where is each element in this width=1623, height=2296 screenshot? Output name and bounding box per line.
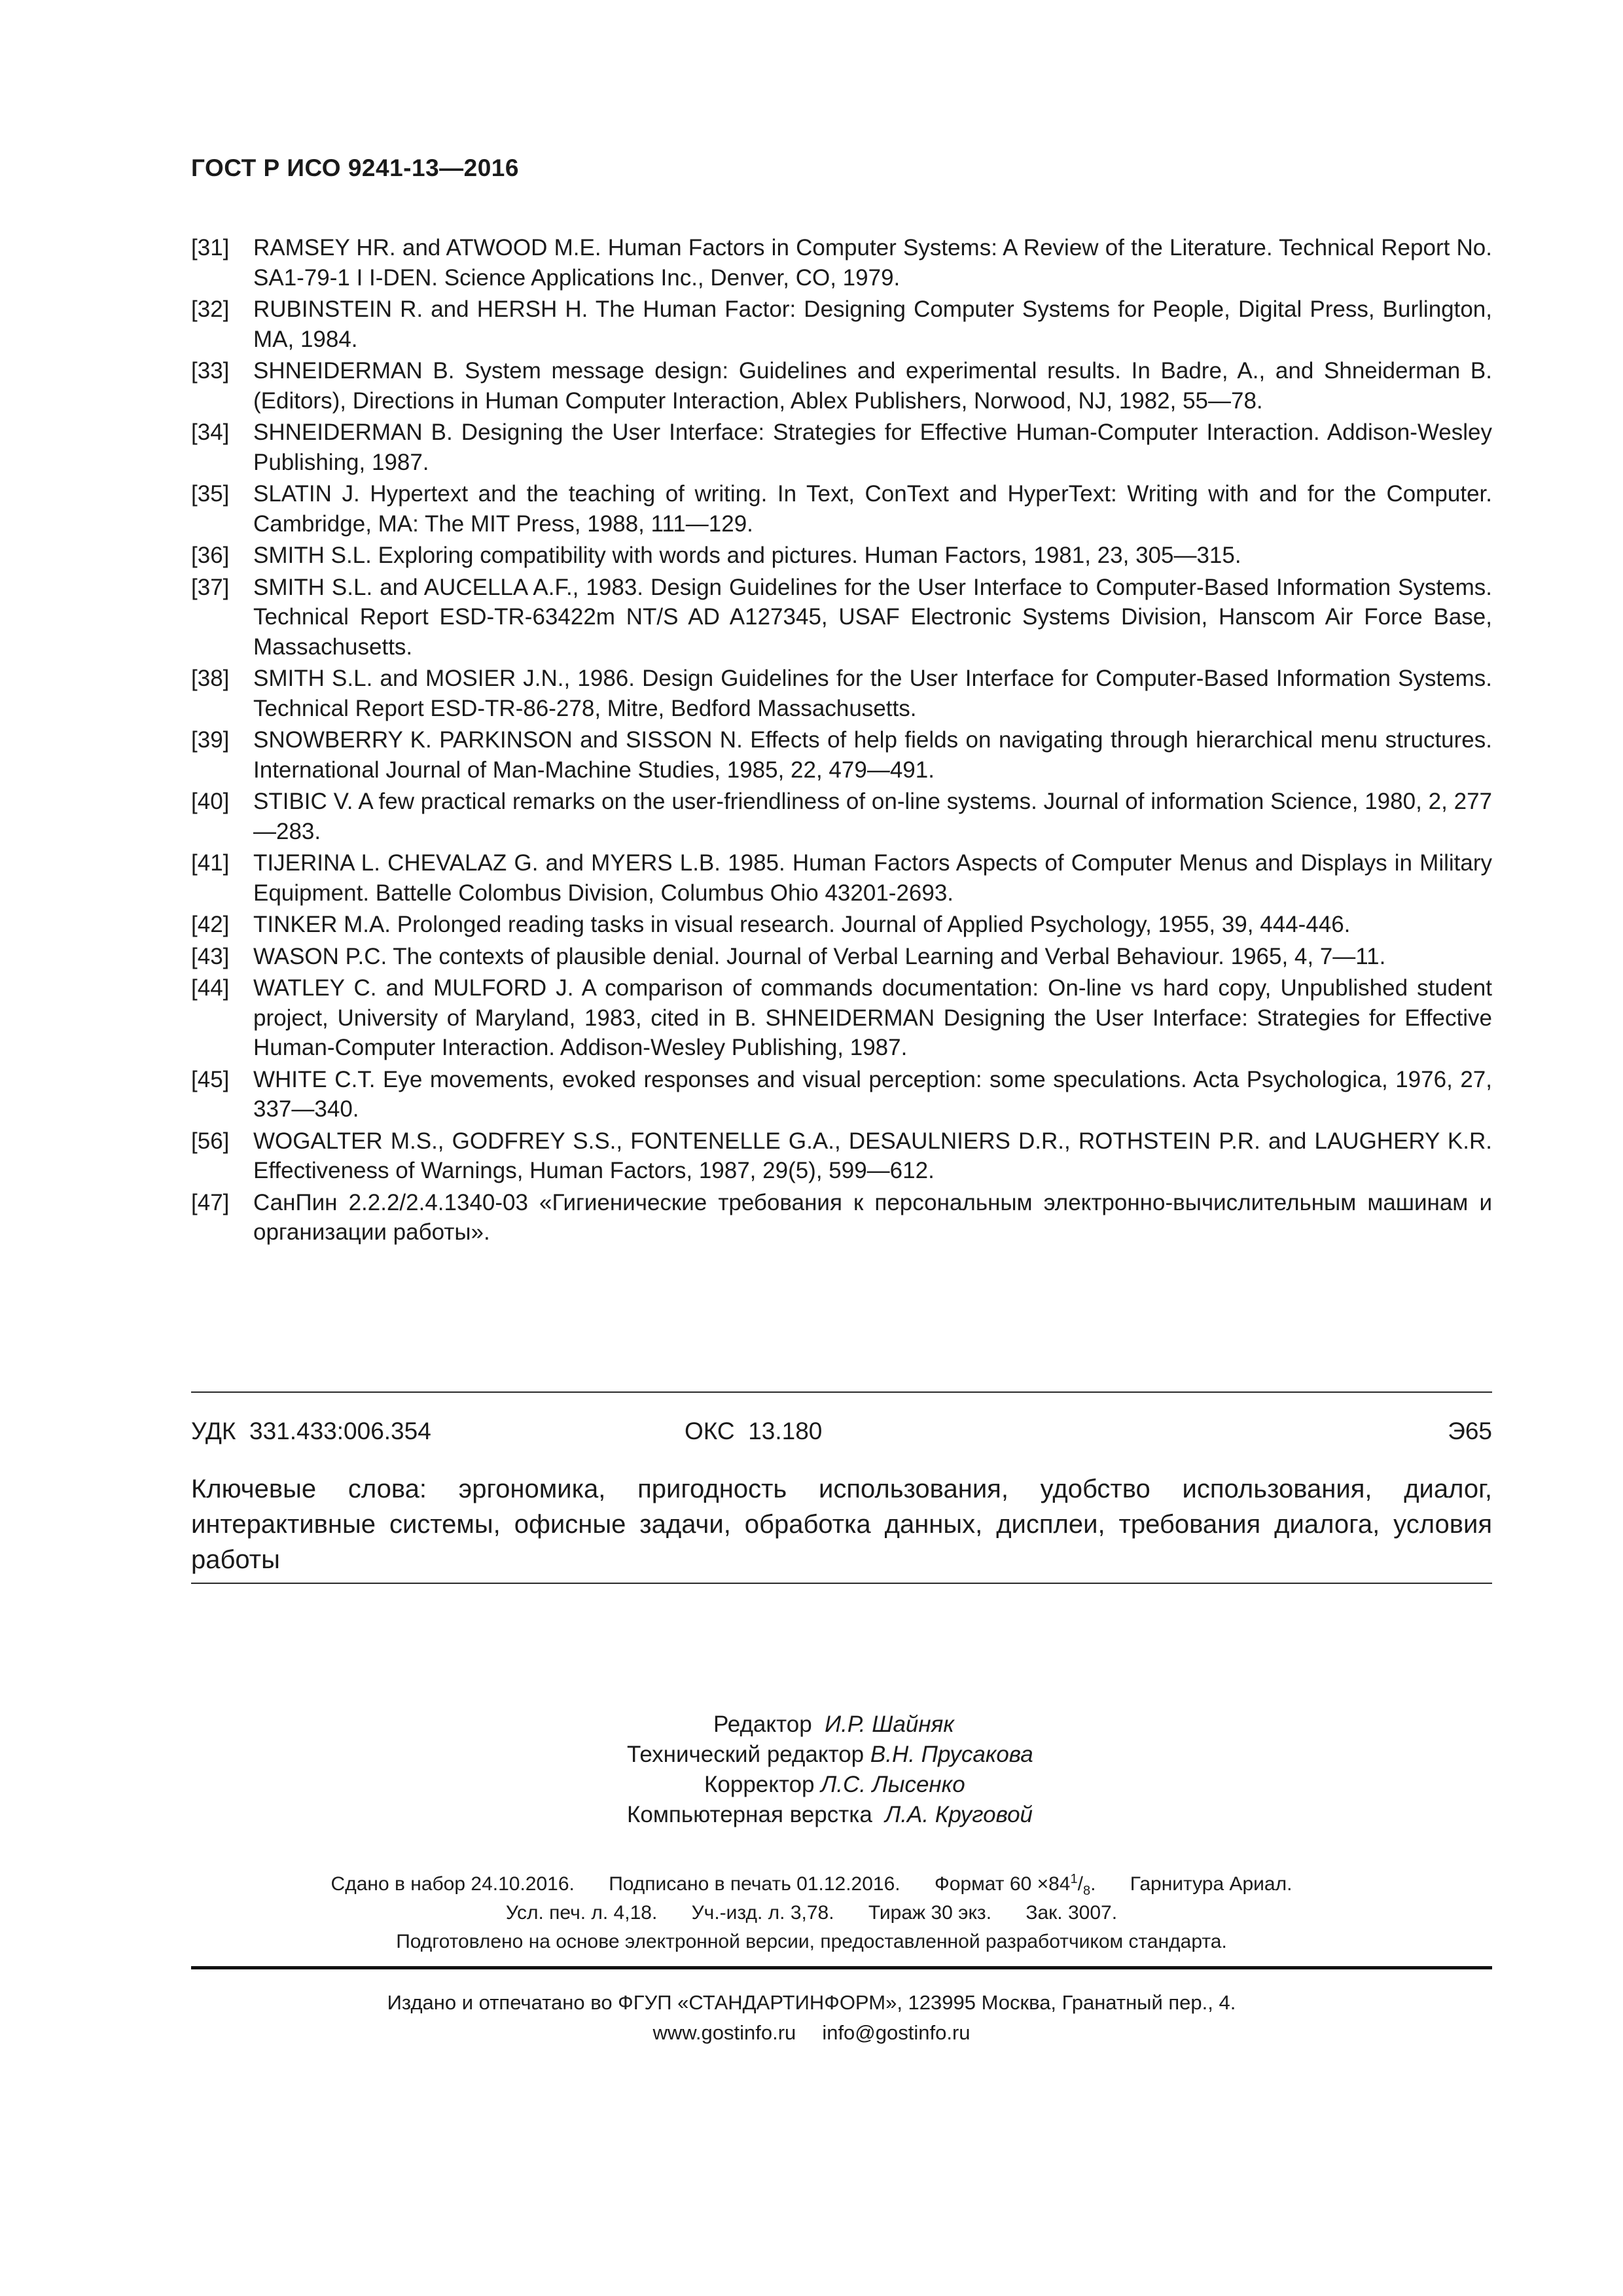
reference-text: WASON P.C. The contexts of plausible denial. Journal of Verbal Learning and Verbal Behaviour. 1965, 4, 7—11. xyxy=(253,943,1386,969)
reference-number: [41] xyxy=(191,850,230,876)
reference-text: WHITE C.T. Eye movements, evoked responses and visual perception: some speculations. Acta Psychologica, 1976, 27, 337—340. xyxy=(253,1066,1492,1122)
document-header: ГОСТ Р ИСО 9241-13—2016 xyxy=(191,154,519,181)
reference-text: SMITH S.L. and MOSIER J.N., 1986. Design Guidelines for the User Interface for Computer-Based Information Systems. Technical Report ESD-TR-86-278, Mitre, Bedford Massachusetts. xyxy=(253,666,1492,721)
reference-item xyxy=(191,295,1492,354)
reference-number: [33] xyxy=(191,358,230,384)
reference-text: TIJERINA L. CHEVALAZ G. and MYERS L.B. 1985. Human Factors Aspects of Computer Menus and Displays in Military Equipment. Battelle Colombus Division, Columbus Ohio 43201-2693. xyxy=(253,850,1492,906)
reference-number: [42] xyxy=(191,912,230,937)
reference-number: [45] xyxy=(191,1066,230,1092)
format-slash: / xyxy=(1077,1873,1083,1895)
publisher-line-2 xyxy=(0,2021,1623,2045)
format-suffix: . xyxy=(1090,1873,1096,1895)
reference-item xyxy=(191,973,1492,1063)
credit-name: В.Н. Прусакова xyxy=(870,1742,1033,1767)
reference-item xyxy=(191,787,1492,846)
format-prefix: Формат 60 ×84 xyxy=(934,1873,1071,1895)
reference-number: [44] xyxy=(191,975,230,1001)
paper-format xyxy=(934,1872,1096,1898)
format-sup: 1 xyxy=(1070,1872,1078,1886)
reference-number: [56] xyxy=(191,1128,230,1154)
reference-text: SMITH S.L. Exploring compatibility with words and pictures. Human Factors, 1981, 23, 305—315. xyxy=(253,543,1241,568)
reference-text: SLATIN J. Hypertext and the teaching of writing. In Text, ConText and HyperText: Writing with and for the Computer. Cambridge, MA: The MIT Press, 1988, 111—129. xyxy=(253,481,1492,537)
keywords: Ключевые слова: эргономика, пригодность использования, удобство использования, диалог, интерактивные системы, офисные задачи, обработка данных, дисплеи, требования диалога, условия работы xyxy=(191,1475,1492,1574)
reference-text: SHNEIDERMAN B. System message design: Guidelines and experimental results. In Badre, A., and Shneiderman B. (Editors), Directions in Human Computer Interaction, Ablex Publishers, Norwood, NJ, 1982, 55—78. xyxy=(253,358,1492,414)
publisher-line-1: Издано и отпечатано во ФГУП «СТАНДАРТИНФОРМ», 123995 Москва, Гранатный пер., 4. xyxy=(387,1991,1236,2014)
reference-item xyxy=(191,541,1492,571)
reference-number: [34] xyxy=(191,420,230,445)
website-link[interactable]: www.gostinfo.ru xyxy=(652,2021,796,2044)
reference-text: RAMSEY HR. and ATWOOD M.E. Human Factors in Computer Systems: A Review of the Literature. Technical Report No. SA1-79-1 I I-DEN. Science Applications Inc., Denver, CO, 1979. xyxy=(253,235,1492,291)
udk-code: УДК 331.433:006.354 xyxy=(191,1418,431,1444)
reference-text: WATLEY C. and MULFORD J. A comparison of commands documentation: On-line vs hard copy, Unpublished student project, University of Maryland, 1983, cited in B. SHNEIDERMAN Designing the User Interface: Strategies for Effective Human-Computer Interaction. Addison-Wesley Publishing, 1987. xyxy=(253,975,1492,1060)
reference-number: [39] xyxy=(191,727,230,753)
credit-role: Технический редактор xyxy=(627,1742,865,1767)
publication-line-2 xyxy=(0,1902,1623,1924)
print-run: Тираж 30 экз. xyxy=(868,1902,992,1924)
print-sheets: Усл. печ. л. 4,18. xyxy=(505,1902,658,1924)
credit-layout xyxy=(627,1800,1033,1830)
reference-list xyxy=(191,233,1492,1249)
credit-role: Корректор xyxy=(704,1772,815,1797)
reference-number: [38] xyxy=(191,666,230,691)
reference-number: [35] xyxy=(191,481,230,507)
email-link[interactable]: info@gostinfo.ru xyxy=(822,2021,971,2044)
oks-code: ОКС 13.180 xyxy=(685,1418,823,1444)
credit-role: Компьютерная верстка xyxy=(627,1802,872,1827)
reference-item xyxy=(191,573,1492,662)
reference-item xyxy=(191,233,1492,293)
reference-item xyxy=(191,1188,1492,1247)
reference-item xyxy=(191,1065,1492,1124)
publishing-sheets: Уч.-изд. л. 3,78. xyxy=(691,1902,834,1924)
publication-line-3 xyxy=(0,1931,1623,1953)
reference-text: RUBINSTEIN R. and HERSH H. The Human Factor: Designing Computer Systems for People, Digital Press, Burlington, MA, 1984. xyxy=(253,296,1492,352)
format-sub: 8 xyxy=(1082,1884,1091,1898)
credit-name: И.Р. Шайняк xyxy=(825,1712,954,1737)
reference-number: [32] xyxy=(191,296,230,322)
font-name: Гарнитура Ариал. xyxy=(1130,1873,1293,1895)
reference-item xyxy=(191,479,1492,539)
divider-keywords xyxy=(191,1583,1492,1584)
divider-top xyxy=(191,1391,1492,1393)
credit-editor xyxy=(713,1710,954,1740)
reference-number: [36] xyxy=(191,543,230,568)
reference-item xyxy=(191,848,1492,908)
signed-date: Подписано в печать 01.12.2016. xyxy=(609,1873,901,1895)
reference-text: SNOWBERRY K. PARKINSON and SISSON N. Effects of help fields on navigating through hierarchical menu structures. International Journal of Man-Machine Studies, 1985, 22, 479—491. xyxy=(253,727,1492,783)
credit-name: Л.А. Круговой xyxy=(885,1802,1033,1827)
credit-tech-editor xyxy=(627,1740,1033,1770)
credit-corrector xyxy=(704,1770,965,1800)
reference-number: [40] xyxy=(191,789,230,814)
reference-item xyxy=(191,910,1492,940)
reference-text: SHNEIDERMAN B. Designing the User Interface: Strategies for Effective Human-Computer Interaction. Addison-Wesley Publishing, 1987. xyxy=(253,420,1492,475)
publication-line-1 xyxy=(0,1872,1623,1899)
reference-number: [47] xyxy=(191,1189,230,1215)
credit-name: Л.С. Лысенко xyxy=(821,1772,965,1797)
reference-text: SMITH S.L. and AUCELLA A.F., 1983. Design Guidelines for the User Interface to Computer-Based Information Systems. Technical Report ESD-TR-63422m NT/S AD A127345, USAF Electronic Systems Division, Hanscom Air Force Base, Massachusetts. xyxy=(253,574,1492,660)
divider-bottom xyxy=(191,1966,1492,1969)
credit-role: Редактор xyxy=(713,1712,812,1737)
reference-text: WOGALTER M.S., GODFREY S.S., FONTENELLE G.A., DESAULNIERS D.R., ROTHSTEIN P.R. and LAUGHERY K.R. Effectiveness of Warnings, Human Factors, 1987, 29(5), 599—612. xyxy=(253,1128,1492,1183)
prepared-note: Подготовлено на основе электронной версии, предоставленной разработчиком стандарта. xyxy=(396,1931,1227,1952)
reference-number: [43] xyxy=(191,943,230,969)
group-code: Э65 xyxy=(1448,1418,1492,1444)
reference-item xyxy=(191,725,1492,785)
typeset-date: Сдано в набор 24.10.2016. xyxy=(330,1873,575,1895)
reference-text: СанПин 2.2.2/2.4.1340-03 «Гигиенические требования к персональным электронно-вычислительным машинам и организации работы». xyxy=(253,1189,1492,1245)
reference-number: [37] xyxy=(191,574,230,600)
classification-row xyxy=(191,1418,1492,1445)
reference-text: TINKER M.A. Prolonged reading tasks in visual research. Journal of Applied Psychology, 1955, 39, 444-446. xyxy=(253,912,1351,937)
reference-item xyxy=(191,664,1492,723)
reference-text: STIBIC V. A few practical remarks on the user-friendliness of on-line systems. Journal of information Science, 1980, 2, 277—283. xyxy=(253,789,1492,844)
reference-number: [31] xyxy=(191,235,230,260)
reference-item xyxy=(191,1126,1492,1186)
order-number: Зак. 3007. xyxy=(1026,1902,1118,1924)
reference-item xyxy=(191,942,1492,972)
reference-item xyxy=(191,356,1492,416)
reference-item xyxy=(191,418,1492,477)
